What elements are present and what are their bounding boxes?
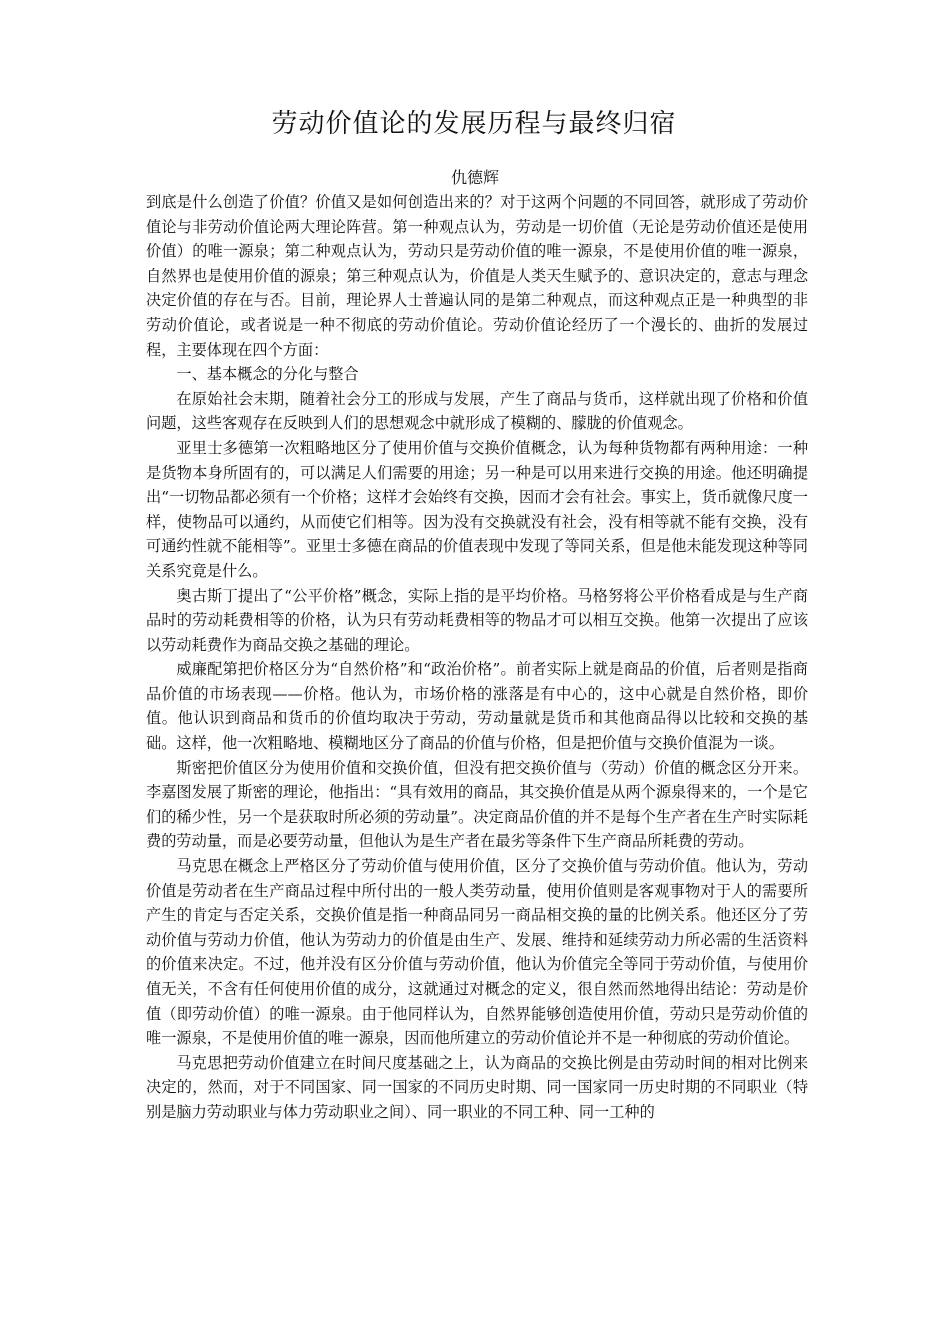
document-title (0, 104, 950, 144)
document-title-text: 劳动价值论的发展历程与最终归宿 (271, 109, 677, 139)
paragraph: 亚里士多德第一次粗略地区分了使用价值与交换价值概念，认为每种货物都有两种用途：一种是货物本身所固有的，可以满足人们需要的用途；另一种是可以用来进行交换的用途。他还明确提出“一切物品都必须有一个价格；这样才会始终有交换，因而才会有社会。事实上，货币就像尺度一样，使物品可以通约，从而使它们相等。因为没有交换就没有社会，没有相等就不能有交换，没有可通约性就不能相等”。亚里士多德在商品的价值表现中发现了等同关系，但是他未能发现这种等同关系究竟是什么。 (146, 438, 808, 580)
paragraph: 在原始社会末期，随着社会分工的形成与发展，产生了商品与货币，这样就出现了价格和价值问题，这些客观存在反映到人们的思想观念中就形成了模糊的、朦胧的价值观念。 (146, 389, 808, 433)
paragraph: 奥古斯丁提出了“公平价格”概念，实际上指的是平均价格。马格努将公平价格看成是与生产商品时的劳动耗费相等的价格，认为只有劳动耗费相等的物品才可以相互交换。他第一次提出了应该以劳动耗费作为商品交换之基础的理论。 (146, 586, 808, 654)
article-body (146, 190, 808, 1125)
paragraph: 马克思在概念上严格区分了劳动价值与使用价值，区分了交换价值与劳动价值。他认为，劳动价值是劳动者在生产商品过程中所付出的一般人类劳动量，使用价值则是客观事物对于人的需要所产生的肯定与否定关系，交换价值是指一种商品同另一商品相交换的量的比例关系。他还区分了劳动价值与劳动力价值，他认为劳动力的价值是由生产、发展、维持和延续劳动力所必需的生活资料的价值来决定。不过，他并没有区分价值与劳动价值，他认为价值完全等同于劳动价值，与使用价值无关，不含有任何使用价值的成分，这就通过对概念的定义，很自然而然地得出结论：劳动是价值（即劳动价值）的唯一源泉。由于他同样认为，自然界能够创造使用价值，劳动只是劳动价值的唯一源泉，不是使用价值的唯一源泉，因而他所建立的劳动价值论并不是一种彻底的劳动价值论。 (146, 857, 808, 1048)
author-name: 仇德辉 (450, 168, 499, 187)
section-heading: 一、基本概念的分化与整合 (176, 365, 359, 384)
paragraph: 威廉配第把价格区分为“自然价格”和“政治价格”。前者实际上就是商品的价值，后者则是指商品价值的市场表现——价格。他认为，市场价格的涨落是有中心的，这中心就是自然价格，即价值。他认识到商品和货币的价值均取决于劳动，劳动量就是货币和其他商品得以比较和交换的基础。这样，他一次粗略地、模糊地区分了商品的价值与价格，但是把价值与交换价值混为一谈。 (146, 660, 808, 753)
paragraph: 斯密把价值区分为使用价值和交换价值，但没有把交换价值与（劳动）价值的概念区分开来。李嘉图发展了斯密的理论，他指出：“具有效用的商品，其交换价值是从两个源泉得来的，一个是它们的稀少性，另一个是获取时所必须的劳动量”。决定商品价值的并不是每个生产者在生产时实际耗费的劳动量，而是必要劳动量，但他认为是生产者在最劣等条件下生产商品所耗费的劳动。 (146, 758, 808, 851)
paragraph: 马克思把劳动价值建立在时间尺度基础之上，认为商品的交换比例是由劳动时间的相对比例来决定的，然而，对于不同国家、同一国家的不同历史时期、同一国家同一历史时期的不同职业（特别是脑力劳动职业与体力劳动职业之间）、同一职业的不同工种、同一工种的 (146, 1053, 808, 1121)
paragraph-intro: 到底是什么创造了价值？价值又是如何创造出来的？对于这两个问题的不同回答，就形成了劳动价值论与非劳动价值论两大理论阵营。第一种观点认为，劳动是一切价值（无论是劳动价值还是使用价值）的唯一源泉；第二种观点认为，劳动只是劳动价值的唯一源泉，不是使用价值的唯一源泉，自然界也是使用价值的源泉；第三种观点认为，价值是人类天生赋予的、意识决定的，意志与理念决定价值的存在与否。目前，理论界人士普遍认同的是第二种观点，而这种观点正是一种典型的非劳动价值论，或者说是一种不彻底的劳动价值论。劳动价值论经历了一个漫长的、曲折的发展过程，主要体现在四个方面： (146, 193, 808, 359)
